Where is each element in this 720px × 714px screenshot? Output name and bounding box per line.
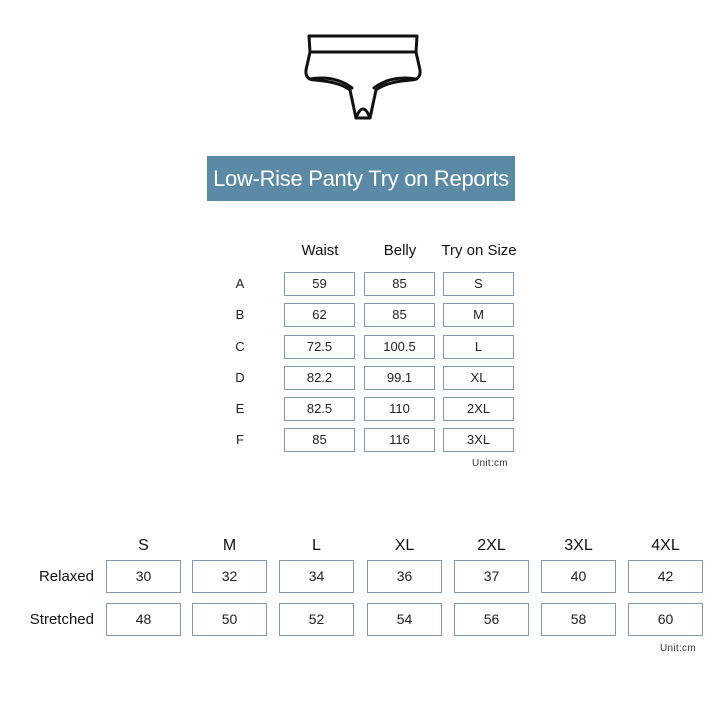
table-cell-belly: 100.5	[364, 335, 435, 359]
row-label: A	[235, 276, 245, 291]
table-cell: 60	[628, 603, 703, 636]
table-cell-belly: 110	[364, 397, 435, 421]
header-belly: Belly	[383, 242, 417, 259]
table-cell: 58	[541, 603, 616, 636]
table-cell-belly: 85	[364, 272, 435, 296]
table-cell: 37	[454, 560, 529, 593]
table-cell: 48	[106, 603, 181, 636]
unit-label: Unit:cm	[660, 643, 696, 654]
unit-label: Unit:cm	[472, 458, 508, 469]
table-cell-size: 2XL	[443, 397, 514, 421]
header-waist: Waist	[301, 242, 339, 259]
table-cell-belly: 99.1	[364, 366, 435, 390]
panty-icon	[300, 30, 426, 122]
table-cell-waist: 82.2	[284, 366, 355, 390]
size-header: XL	[394, 537, 415, 554]
table-cell-size: XL	[443, 366, 514, 390]
table-cell-waist: 82.5	[284, 397, 355, 421]
table-cell: 50	[192, 603, 267, 636]
table-cell: 34	[279, 560, 354, 593]
table-cell: 32	[192, 560, 267, 593]
table-cell-belly: 116	[364, 428, 435, 452]
table-cell: 54	[367, 603, 442, 636]
table-cell: 42	[628, 560, 703, 593]
table-cell: 30	[106, 560, 181, 593]
table-cell-waist: 85	[284, 428, 355, 452]
page-title: Low-Rise Panty Try on Reports	[207, 156, 515, 201]
table-cell-size: L	[443, 335, 514, 359]
row-label: C	[235, 339, 245, 354]
size-header: M	[222, 537, 237, 554]
table-cell: 52	[279, 603, 354, 636]
size-header: 2XL	[477, 537, 506, 554]
table-cell-size: S	[443, 272, 514, 296]
row-label: Relaxed	[38, 568, 94, 585]
table-cell: 56	[454, 603, 529, 636]
table-cell-size: 3XL	[443, 428, 514, 452]
row-label: D	[235, 370, 245, 385]
table-cell: 40	[541, 560, 616, 593]
size-header: 3XL	[564, 537, 593, 554]
size-header: 4XL	[651, 537, 680, 554]
table-cell-belly: 85	[364, 303, 435, 327]
table-cell-size: M	[443, 303, 514, 327]
row-label: B	[235, 307, 245, 322]
table-cell-waist: 62	[284, 303, 355, 327]
table-cell-waist: 59	[284, 272, 355, 296]
header-try-on-size: Try on Size	[441, 242, 517, 259]
table-cell-waist: 72.5	[284, 335, 355, 359]
row-label: Stretched	[29, 611, 94, 628]
table-cell: 36	[367, 560, 442, 593]
row-label: E	[235, 401, 245, 416]
size-header: L	[312, 537, 321, 554]
row-label: F	[236, 432, 244, 447]
size-header: S	[138, 537, 149, 554]
